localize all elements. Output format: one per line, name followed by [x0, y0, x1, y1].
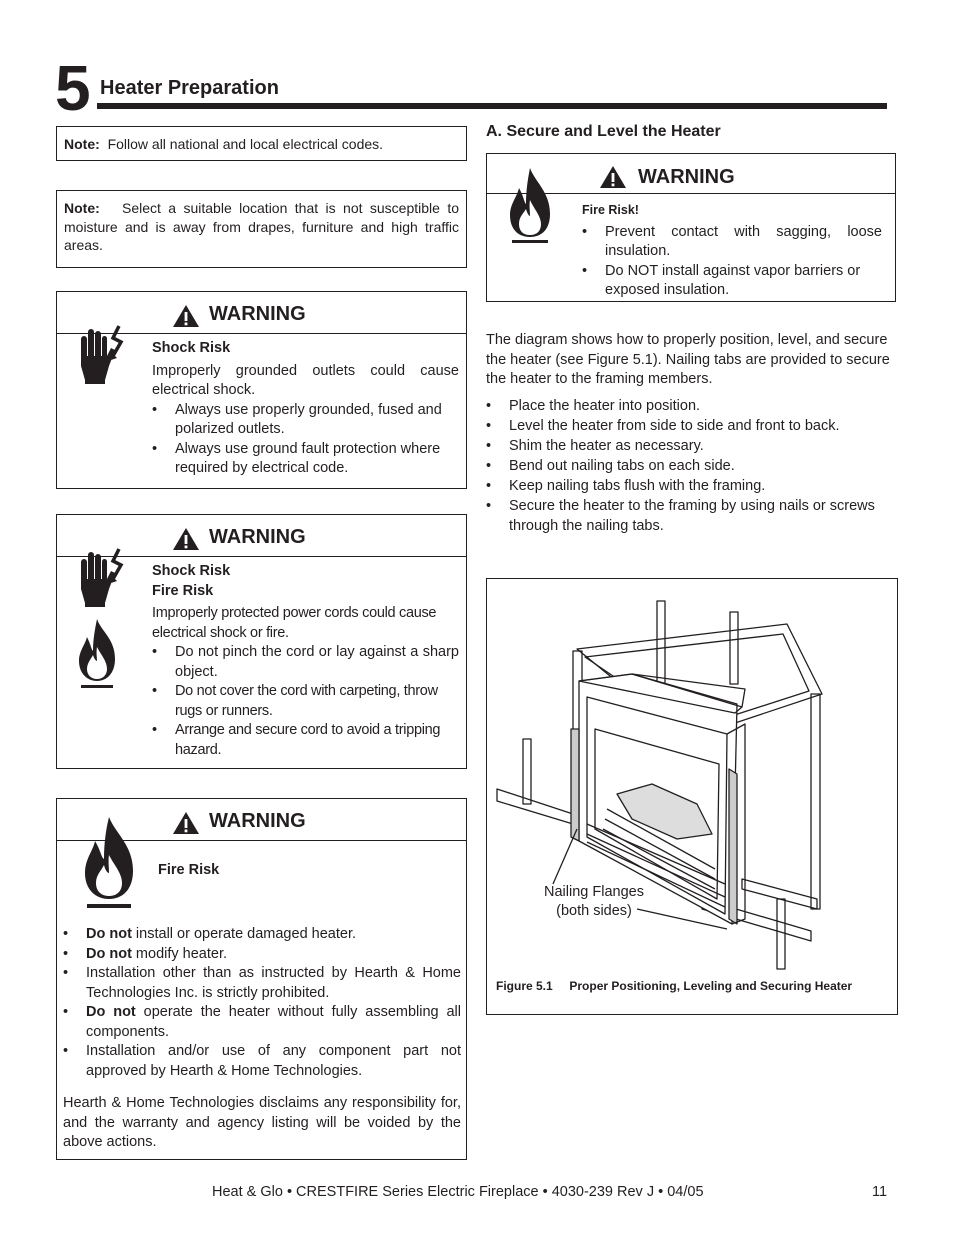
footer-text: Heat & Glo • CRESTFIRE Series Electric Fireplace • 4030-239 Rev J • 04/05: [212, 1184, 704, 1200]
page-number: 11: [872, 1184, 888, 1200]
warning-body: [152, 339, 459, 479]
warning-triangle-icon: [172, 527, 200, 551]
list-item: • Shim the heater as necessary.: [486, 436, 898, 456]
warning-title: WARNING: [209, 303, 306, 325]
list-item: • Do not cover the cord with carpeting, throw rugs or runners.: [152, 682, 459, 721]
warning-box-shock: [56, 291, 467, 489]
warning-triangle-icon: [599, 165, 627, 189]
list-item: • Bend out nailing tabs on each side.: [486, 456, 898, 476]
warning-title: WARNING: [209, 526, 306, 548]
warning-intro: Improperly grounded outlets could cause electrical shock.: [152, 362, 459, 398]
header-rule: [97, 103, 887, 109]
note-label: Note:: [64, 200, 100, 216]
fire-flame-icon: [77, 815, 141, 911]
chapter-number: 5: [55, 52, 89, 124]
shock-hand-icon: [75, 545, 127, 611]
list-item: • Do not install or operate damaged heater.: [63, 925, 461, 945]
warning-triangle-icon: [172, 304, 200, 328]
list-item: • Keep nailing tabs flush with the framing.: [486, 476, 898, 496]
list-item: • Level the heater from side to side and front to back.: [486, 416, 898, 436]
warning-bullet-list: [152, 401, 459, 479]
figure-label: Nailing Flanges (both sides): [544, 884, 644, 919]
warning-title: WARNING: [209, 810, 306, 832]
risk-label: Shock Risk: [152, 340, 231, 356]
steps-list: [486, 396, 898, 536]
warning-body: [63, 925, 461, 1153]
fire-flame-icon: [503, 166, 557, 246]
note-electrical-codes: [56, 126, 467, 161]
warning-bullet-list: [582, 223, 882, 301]
warning-triangle-icon: [172, 811, 200, 835]
list-item: • Place the heater into position.: [486, 396, 898, 416]
note-label: Note:: [64, 136, 100, 152]
note-text: Select a suitable location that is not susceptible to moisture and is away from drapes, furniture and high traffic areas.: [64, 200, 460, 253]
shock-hand-icon: [75, 322, 127, 388]
list-item: • Do NOT install against vapor barriers or exposed insulation.: [582, 262, 882, 301]
figure-caption: Figure 5.1 Proper Positioning, Leveling and Securing Heater: [496, 979, 853, 993]
risk-label: Fire Risk: [152, 582, 214, 599]
warning-box-shock-fire: [56, 514, 467, 769]
risk-label: Fire Risk!: [582, 203, 639, 217]
list-item: • Secure the heater to the framing by using nails or screws through the nailing tabs.: [486, 496, 898, 536]
warning-title: WARNING: [638, 166, 735, 188]
list-item: • Always use ground fault protection where required by electrical code.: [152, 440, 459, 479]
warning-bullet-list: [63, 925, 461, 1081]
list-item: • Do not operate the heater without fully assembling all components.: [63, 1003, 461, 1042]
risk-label: Shock Risk: [152, 563, 231, 579]
list-item: • Do not modify heater.: [63, 945, 461, 965]
note-text: Follow all national and local electrical codes.: [107, 136, 384, 152]
section-title: A. Secure and Level the Heater: [486, 123, 721, 140]
warning-bullet-list: [152, 643, 459, 760]
chapter-title: Heater Preparation: [100, 77, 279, 99]
warning-box-insulation: [486, 153, 896, 302]
list-item: • Installation other than as instructed by Hearth & Home Technologies Inc. is strictly prohibited.: [63, 964, 461, 1003]
list-item: • Always use properly grounded, fused and polarized outlets.: [152, 401, 459, 440]
warning-body: [582, 201, 882, 301]
list-item: • Prevent contact with sagging, loose insulation.: [582, 223, 882, 262]
note-location: [56, 190, 467, 268]
list-item: • Do not pinch the cord or lay against a sharp object.: [152, 643, 459, 682]
fire-flame-icon: [71, 617, 123, 691]
warning-box-fire: [56, 798, 467, 1160]
warning-body: [152, 562, 459, 760]
list-item: • Arrange and secure cord to avoid a tripping hazard.: [152, 721, 459, 760]
figure-box: [486, 578, 898, 1015]
warning-intro: Improperly protected power cords could cause electrical shock or fire.: [152, 605, 437, 641]
list-item: • Installation and/or use of any component part not approved by Hearth & Home Technologies.: [63, 1042, 461, 1081]
risk-label: Fire Risk: [158, 862, 220, 878]
intro-paragraph: The diagram shows how to properly position, level, and secure the heater (see Figure 5.1). Nailing tabs are provided to secure the heater to the framing members.: [486, 332, 890, 387]
disclaimer-text: Hearth & Home Technologies disclaims any responsibility for, and the warranty and agency listing will be voided by the above actions.: [63, 1095, 461, 1150]
